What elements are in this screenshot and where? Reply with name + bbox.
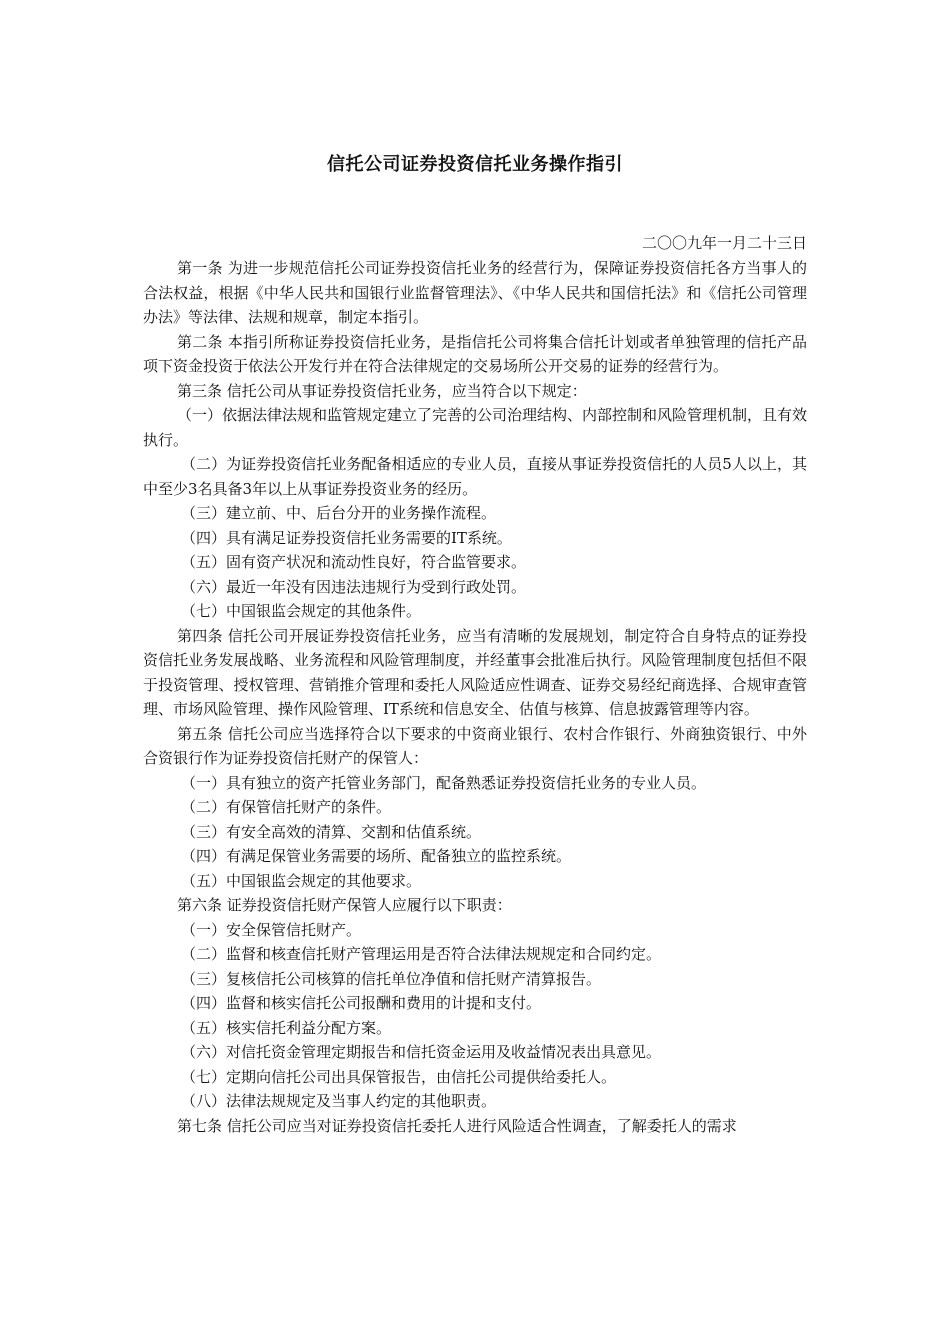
list-item: （四）具有满足证券投资信托业务需要的IT系统。	[181, 528, 512, 547]
list-item: （二）监督和核查信托财产管理运用是否符合法律法规规定和合同约定。	[181, 945, 662, 963]
list-item: （八）法律法规规定及当事人约定的其他职责。	[181, 1092, 497, 1110]
list-item: （二）为证券投资信托业务配备相适应的专业人员，直接从事证券投资信托的人员5人以上，其中至少3名具备3年以上从事证券投资业务的经历。	[143, 455, 807, 498]
article-paragraph: 第七条 信托公司应当对证券投资信托委托人进行风险适合性调查，了解委托人的需求	[177, 1116, 737, 1135]
article-paragraph: 第一条 为进一步规范信托公司证券投资信托业务的经营行为，保障证券投资信托各方当事人的合法权益，根据《中华人民共和国银行业监督管理法》、《中华人民共和国信托法》和《信托公司管理办法》等法律、法规和规章，制定本指引。	[143, 259, 807, 326]
list-item: （二）有保管信托财产的条件。	[181, 798, 392, 816]
list-item: （三）有安全高效的清算、交割和估值系统。	[181, 822, 482, 841]
list-item: （四）有满足保管业务需要的场所、配备独立的监控系统。	[181, 847, 572, 865]
article-paragraph: 第六条 证券投资信托财产保管人应履行以下职责：	[177, 896, 512, 914]
article-paragraph: 第四条 信托公司开展证券投资信托业务，应当有清晰的发展规划，制定符合自身特点的证券投资信托业务发展战略、业务流程和风险管理制度，并经董事会批准后执行。风险管理制度包括但不限于投资管理、授权管理、营销推介管理和委托人风险适应性调查、证券交易经纪商选择、合规审查管理、市场风险管理、操作风险管理、IT系统和信息安全、估值与核算、信息披露管理等内容。	[143, 626, 807, 718]
list-item: （七）定期向信托公司出具保管报告，由信托公司提供给委托人。	[181, 1067, 617, 1086]
list-item: （三）复核信托公司核算的信托单位净值和信托财产清算报告。	[181, 969, 602, 988]
list-item: （一）依据法律法规和监管规定建立了完善的公司治理结构、内部控制和风险管理机制，且有效执行。	[143, 406, 808, 449]
list-item: （五）固有资产状况和流动性良好，符合监管要求。	[181, 553, 527, 571]
article-paragraph: 第五条 信托公司应当选择符合以下要求的中资商业银行、农村合作银行、外商独资银行、中外合资银行作为证券投资信托财产的保管人：	[143, 724, 807, 767]
list-item: （一）具有独立的资产托管业务部门，配备熟悉证券投资信托业务的专业人员。	[181, 773, 707, 792]
document-body	[143, 256, 807, 1138]
list-item: （六）对信托资金管理定期报告和信托资金运用及收益情况表出具意见。	[181, 1043, 662, 1061]
list-item: （五）中国银监会规定的其他要求。	[181, 871, 422, 890]
document-date: 二〇〇九年一月二十三日	[641, 234, 807, 252]
document-title: 信托公司证券投资信托业务操作指引	[327, 154, 623, 175]
list-item: （六）最近一年没有因违法违规行为受到行政处罚。	[181, 577, 527, 596]
article-paragraph: 第二条 本指引所称证券投资信托业务，是指信托公司将集合信托计划或者单独管理的信托产品项下资金投资于依法公开发行并在符合法律规定的交易场所公开交易的证券的经营行为。	[143, 332, 807, 375]
list-item: （五）核实信托利益分配方案。	[181, 1018, 392, 1037]
list-item: （一）安全保管信托财产。	[181, 920, 362, 939]
article-paragraph: 第三条 信托公司从事证券投资信托业务，应当符合以下规定：	[177, 381, 587, 400]
list-item: （三）建立前、中、后台分开的业务操作流程。	[181, 504, 497, 522]
list-item: （四）监督和核实信托公司报酬和费用的计提和支付。	[181, 994, 542, 1012]
list-item: （七）中国银监会规定的其他条件。	[181, 602, 422, 620]
